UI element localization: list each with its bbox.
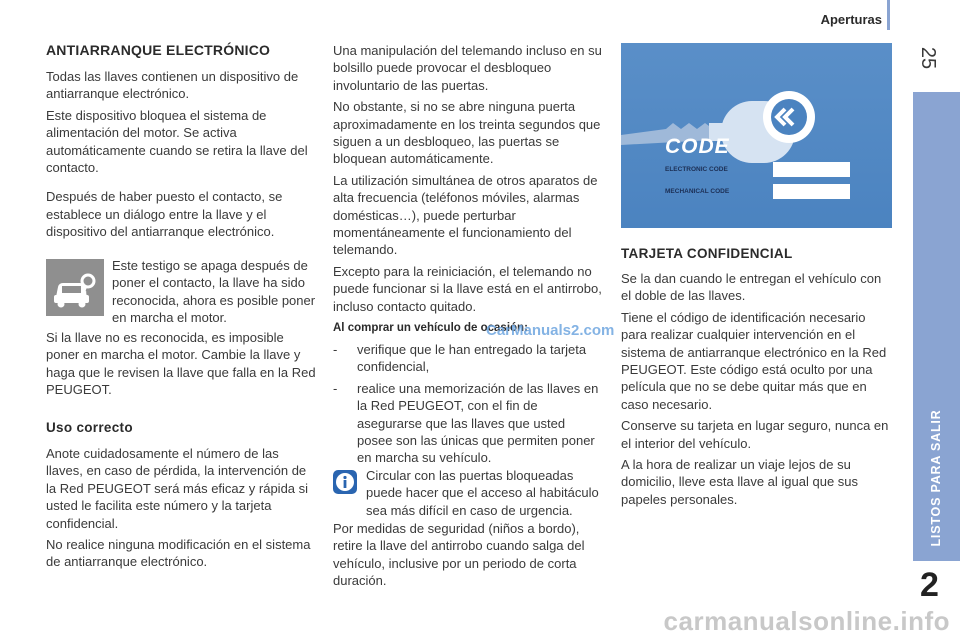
chapter-number-bar <box>913 558 960 561</box>
col1-paragraph-1: Todas las llaves contienen un dispositivo de antiarranque electrónico. <box>46 69 299 102</box>
col2-paragraph-1: Una manipulación del telemando incluso en su bolsillo puede provocar el desbloqueo involuntario de las puertas. <box>333 43 602 93</box>
col3-paragraph-2: Tiene el código de identificación necesario para realizar cualquier intervención en el sistema de antiarranque electrónico en la Red PEUGEOT. Este código está oculto por una película que no se debe quitar más que en caso necesario. <box>621 309 887 412</box>
card-mechanical-label: MECHANICAL CODE <box>665 188 730 195</box>
header-section-title: Aperturas <box>820 12 882 27</box>
card-electronic-label: ELECTRONIC CODE <box>665 166 728 173</box>
col2-paragraph-5: Por medidas de seguridad (niños a bordo), retire la llave del antirrobo cuando salga del vehículo, inclusive por un periodo de corta duración. <box>333 521 585 589</box>
col2-paragraph-2: No obstante, si no se abre ninguna puerta aproximadamente en los treinta segundos que siguen a un desbloqueo, las puertas se bloquean automáticamente. <box>333 99 601 167</box>
list-item <box>333 341 603 376</box>
footer-watermark: carmanualsonline.info <box>663 606 950 636</box>
info-icon <box>333 470 357 494</box>
chapter-title: LISTOS PARA SALIR <box>929 409 943 547</box>
antiarranque-title: ANTIARRANQUE ELECTRÓNICO <box>46 42 271 58</box>
list-item <box>333 380 603 467</box>
used-vehicle-subtitle: Al comprar un vehículo de ocasión: <box>333 322 528 334</box>
bullet-dash: - <box>333 380 338 396</box>
code-card-illustration <box>621 43 892 228</box>
bullet-text-2: realice una memorización de las llaves en la Red PEUGEOT, con el fin de asegurarse que las llaves que usted posee son las únicas que permiten poner en marcha su vehículo. <box>357 380 599 466</box>
bullet-dash: - <box>333 342 338 357</box>
watermark-carmanuals: CarManuals2.com <box>486 322 615 339</box>
header-divider <box>887 0 890 30</box>
col1-paragraph-2: Este dispositivo bloquea el sistema de alimentación del motor. Se activa automáticamente cuando se retira la llave del contacto. <box>46 107 308 176</box>
col1-paragraph-3: Después de haber puesto el contacto, se establece un diálogo entre la llave y el dispositivo del antiarranque electrónico. <box>46 189 283 240</box>
car-key-warning-icon <box>46 259 104 316</box>
col2-paragraph-3: La utilización simultánea de otros aparatos de alta frecuencia (teléfonos móviles, alarmas domésticas…), puede perturbar momentáneamente el funcionamiento del telemando. <box>333 172 598 258</box>
col1-paragraph-4: Si la llave no es reconocida, es imposible poner en marcha el motor. Cambie la llave y haga que le revisen la llave que falla en la Red PEUGEOT. <box>46 330 316 398</box>
col1-paragraph-5: Anote cuidadosamente el número de las llaves, en caso de pérdida, la intervención de la Red PEUGEOT será más eficaz y rápida si usted le facilita este número y la tarjeta confidencial. <box>46 446 309 531</box>
card-code-label: CODE <box>665 135 730 158</box>
warning-light-text: Este testigo se apaga después de poner el contacto, la llave ha sido reconocida, ahora es posible poner en marcha el motor. <box>112 258 316 326</box>
col1-paragraph-6: No realice ninguna modificación en el sistema de antiarranque electrónico. <box>46 537 311 570</box>
chapter-number: 2 <box>920 566 939 604</box>
bullet-text-1: verifique que le han entregado la tarjeta confidencial, <box>357 342 587 375</box>
page-number: 25 <box>917 46 939 70</box>
col3-paragraph-1: Se la dan cuando le entregan el vehículo con el doble de las llaves. <box>621 271 882 304</box>
tarjeta-confidencial-title: TARJETA CONFIDENCIAL <box>621 246 793 261</box>
uso-correcto-title: Uso correcto <box>46 420 133 435</box>
col3-paragraph-3: Conserve su tarjeta en lugar seguro, nunca en el interior del vehículo. <box>621 418 889 451</box>
col2-paragraph-4: Excepto para la reiniciación, el telemando no puede funcionar si la llave está en el antirrobo, incluso contacto quitado. <box>333 263 602 314</box>
col3-paragraph-4: A la hora de realizar un viaje lejos de su domicilio, lleve esta llave al igual que sus papeles personales. <box>621 457 859 507</box>
info-note-text: Circular con las puertas bloqueadas puede hacer que el acceso al habitáculo sea más difícil en caso de urgencia. <box>366 468 599 518</box>
